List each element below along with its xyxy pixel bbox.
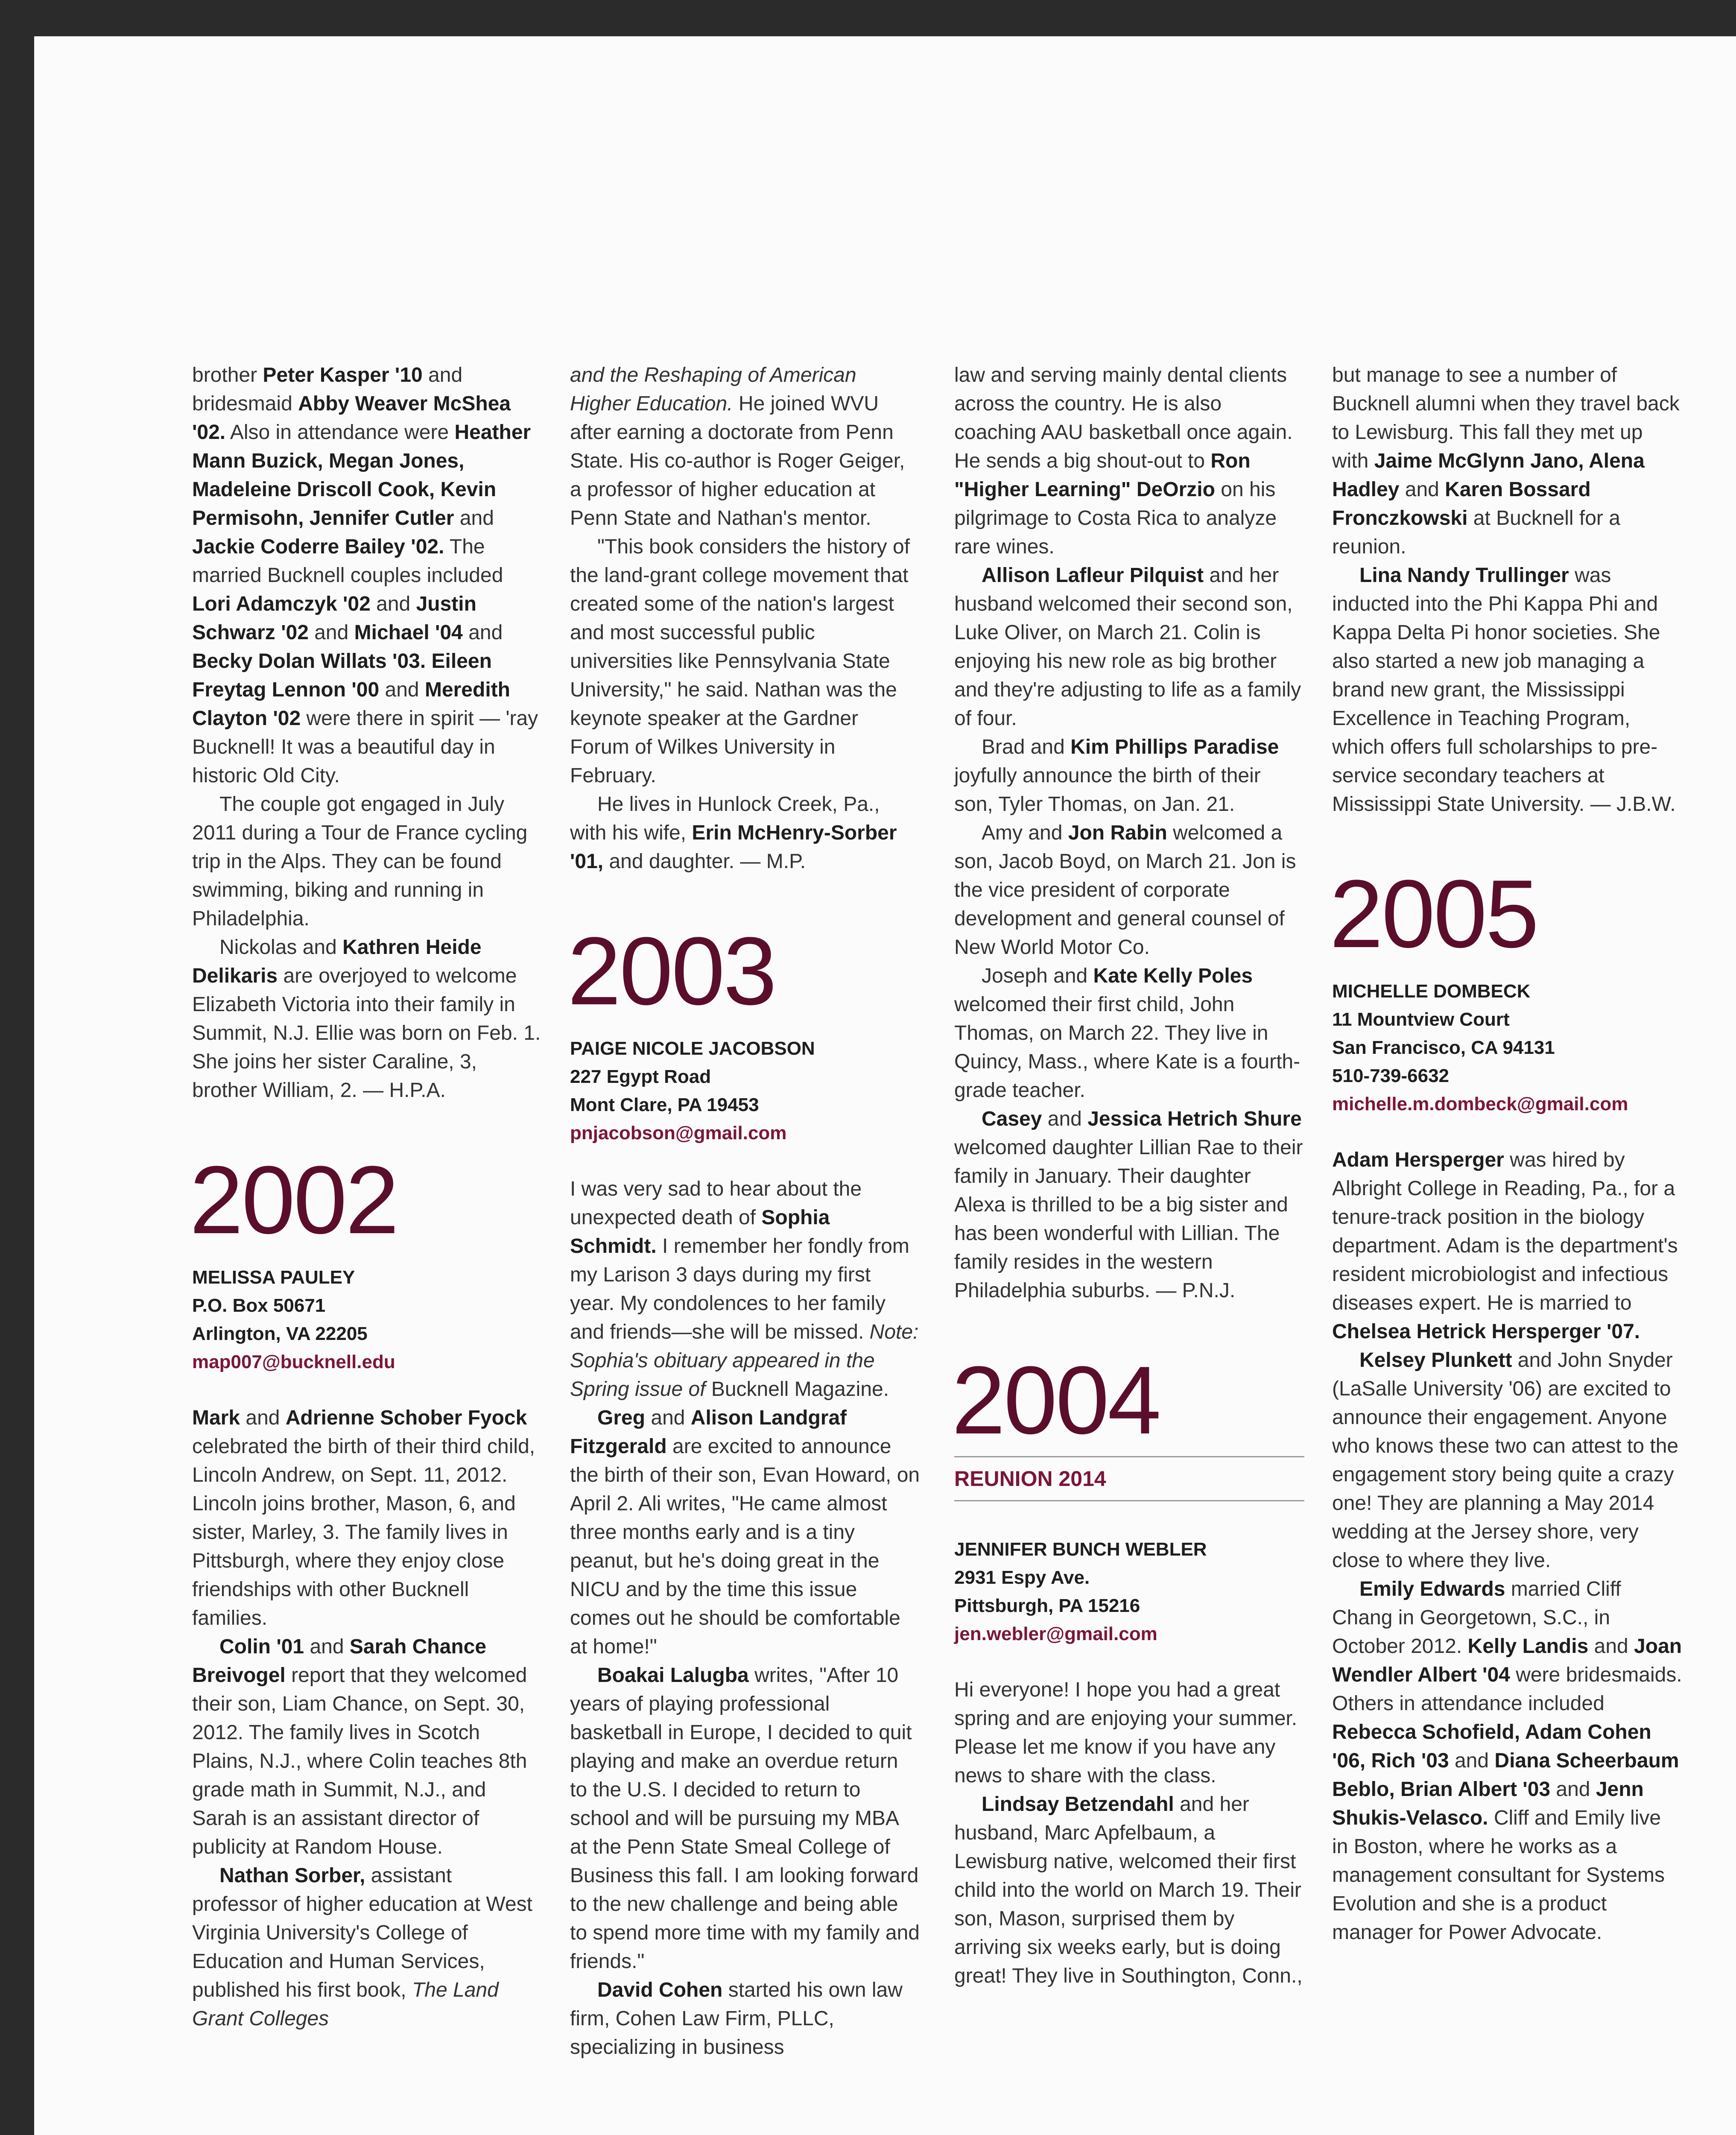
class-year-heading: 2003 [567, 917, 775, 1025]
alumni-name: Chelsea Hetrick Hersperger '07. [1332, 1320, 1640, 1343]
alumni-name: Emily Edwards [1359, 1578, 1505, 1600]
note-text: and John Snyder (LaSalle University '06) are excited to announce their engagement. Anyone who knows these two can attest to the engagement story being quite a crazy one! They are planning a May 2014 wedding at the Jersey shore, very close to where they live. [1332, 1349, 1679, 1572]
class-note [570, 1976, 920, 2062]
reporter-email-link[interactable]: map007@bucknell.edu [192, 1351, 395, 1372]
note-text: writes, "After 10 years of playing professional basketball in Europe, I decided to quit playing and make an overdue return to the U.S. I decided to return to school and will be pursuing my MBA at the Penn State Smeal College of Business this fall. I am looking forward to the new challenge and being able to spend more time with my family and friends." [570, 1664, 920, 1973]
class-note [954, 561, 1304, 733]
alumni-name: Rebecca Schofield, Adam Cohen '06, Rich '03 [1332, 1721, 1651, 1772]
class-note [954, 361, 1304, 561]
note-text: assistant professor of higher education at West Virginia University's College of Education and Human Services, published his first book, [192, 1864, 532, 2001]
note-text: He joined WVU after earning a doctorate from Penn State. His co-author is Roger Geiger, a professor of higher education at Penn State and Nathan's mentor. [570, 392, 905, 529]
reporter-address-line: 2931 Espy Ave. [954, 1567, 1090, 1588]
alumni-name: Alison Landgraf Fitzgerald [570, 1407, 847, 1458]
column-1 [192, 361, 542, 2033]
reporter-email-link[interactable]: jen.webler@gmail.com [954, 1623, 1157, 1644]
note-text: joyfully announce the birth of their son, Tyler Thomas, on Jan. 21. [954, 764, 1261, 816]
reporter-name: JENNIFER BUNCH WEBLER [954, 1539, 1207, 1560]
alumni-name: Nathan Sorber, [219, 1864, 365, 1887]
alumni-name: Erin McHenry-Sorber '01, [570, 822, 897, 873]
note-text: are excited to announce the birth of their son, Evan Howard, on April 2. Ali writes, "He came almost three months early and is a tiny peanut, but he's doing great in the NICU and by the time this issue comes out he should be comfortable at home!" [570, 1435, 920, 1658]
reporter-address-line: P.O. Box 50671 [192, 1295, 326, 1316]
note-text: welcomed a son, Jacob Boyd, on March 21. Jon is the vice president of corporate development and general counsel of New World Motor Co. [954, 822, 1296, 959]
reporter-address-line: Arlington, VA 22205 [192, 1323, 368, 1344]
column-4 [1332, 361, 1682, 1947]
italic-title: The Land Grant Colleges [192, 1979, 499, 2030]
alumni-name: Peter Kasper '10 [263, 364, 423, 386]
reporter-email-link[interactable]: michelle.m.dombeck@gmail.com [1332, 1094, 1628, 1114]
class-note [192, 933, 542, 1105]
alumni-name: Casey [982, 1108, 1042, 1130]
note-text: welcomed their first child, John Thomas, on March 22. They live in Quincy, Mass., where Kate is a fourth-grade teacher. [954, 993, 1301, 1102]
alumni-name: Kelsey Plunkett [1359, 1349, 1512, 1372]
note-text: brother [192, 364, 263, 386]
note-text: and [304, 1635, 350, 1658]
alumni-name: David Cohen [597, 1979, 723, 2001]
note-text: on his pilgrimage to Costa Rica to analyze rare wines. [954, 478, 1277, 558]
reporter-name: PAIGE NICOLE JACOBSON [570, 1038, 815, 1059]
note-text: Cliff and Emily live in Boston, where he works as a management consultant for Systems Evolution and she is a product manager for Power Advocate. [1332, 1807, 1665, 1944]
note-text: Brad and [982, 736, 1071, 758]
alumni-name: Diana Scheerbaum Beblo, Brian Albert '03 [1332, 1749, 1679, 1801]
alumni-name: Lina Nandy Trullinger [1359, 564, 1569, 587]
class-note [192, 790, 542, 933]
alumni-name: Sophia Schmidt. [570, 1206, 830, 1258]
note-text: law and serving mainly dental clients across the country. He is also coaching AAU basketball once again. He sends a big shout-out to [954, 364, 1293, 472]
note-text: and [462, 621, 503, 644]
note-text: and [454, 507, 494, 529]
class-note [192, 1632, 542, 1861]
class-reporter-contact [954, 1535, 1304, 1648]
column-2 [567, 361, 920, 2062]
note-text: I was very sad to hear about the unexpected death of [570, 1178, 862, 1229]
note-text: Joseph and [982, 965, 1093, 987]
reporter-address-line: 227 Egypt Road [570, 1066, 711, 1087]
note-text: Nickolas and [219, 936, 343, 959]
note-text: He lives in Hunlock Creek, Pa., with his wife, [570, 793, 880, 844]
reporter-phone: 510-739-6632 [1332, 1065, 1450, 1086]
alumni-name: Jessica Hetrich Shure [1087, 1108, 1302, 1130]
note-text: and [1588, 1635, 1634, 1658]
note-text: were bridesmaids. Others in attendance included [1332, 1664, 1682, 1715]
note-text: Also in attendance were [225, 421, 455, 444]
class-note [192, 1861, 542, 2033]
class-year-heading: 2002 [190, 1146, 397, 1254]
class-note [570, 1661, 920, 1976]
alumni-name: Justin Schwarz '02 [192, 593, 476, 644]
note-text: started his own law firm, Cohen Law Firm, PLLC, specializing in business [570, 1979, 903, 2059]
note-text: The married Bucknell couples included [192, 535, 503, 587]
alumni-name: Michael '04 [354, 621, 463, 644]
note-text: The couple got engaged in July 2011 during a Tour de France cycling trip in the Alps. They can be found swimming, biking and running in Philadelphia. [192, 793, 528, 930]
class-reporter-contact [570, 1035, 920, 1147]
alumni-name: Boakai Lalugba [597, 1664, 749, 1687]
reporter-address-line: Pittsburgh, PA 15216 [954, 1595, 1140, 1616]
note-text: Amy and [982, 822, 1068, 844]
note-text: and bridesmaid [192, 364, 463, 415]
note-text: and [379, 679, 425, 701]
class-reporter-contact [1332, 977, 1682, 1118]
class-note [570, 1175, 920, 1404]
note-text: was inducted into the Phi Kappa Phi and Kappa Delta Pi honor societies. She also started a new job managing a brand new grant, the Mississippi Excellence in Teaching Program, which offers full scholarships to pre-service secondary teachers at Mississippi State University. — J.B.W. [1332, 564, 1676, 816]
note-text: married Cliff Chang in Georgetown, S.C., in October 2012. [1332, 1578, 1621, 1658]
reporter-address-line: San Francisco, CA 94131 [1332, 1037, 1555, 1058]
class-year-heading: 2005 [1330, 860, 1537, 968]
class-note [1332, 561, 1682, 819]
alumni-name: Jaime McGlynn Jano, Alena Hadley [1332, 450, 1645, 501]
note-text: I remember her fondly from my Larison 3 days during my first year. My condolences to her family and friends—she will be missed. [570, 1235, 909, 1343]
alumni-name: Adam Hersperger [1332, 1149, 1504, 1171]
alumni-name: Jon Rabin [1068, 822, 1167, 844]
alumni-name: Sarah Chance Breivogel [192, 1635, 487, 1687]
note-text: are overjoyed to welcome Elizabeth Victoria into their family in Summit, N.J. Ellie was born on Feb. 1. She joins her sister Caraline, 3, brother William, 2. — H.P.A. [192, 965, 541, 1102]
class-note [954, 1790, 1304, 1990]
reporter-address-line: Mont Clare, PA 19453 [570, 1094, 759, 1115]
alumni-name: Jackie Coderre Bailey '02. [192, 535, 444, 558]
note-text: "This book considers the history of the land-grant college movement that created some of the nation's largest and most successful public universities like Pennsylvania State University," he said. Nathan was the keynote speaker at the Gardner Forum of Wilkes University in February. [570, 535, 910, 787]
alumni-name: Ron "Higher Learning" DeOrzio [954, 450, 1251, 501]
note-text: at Bucknell for a reunion. [1332, 507, 1620, 558]
note-text: and [308, 621, 354, 644]
note-text: welcomed daughter Lillian Rae to their family in January. Their daughter Alexa is thrilled to be a big sister and has been wonderful with Lillian. The family resides in the western Philadelphia suburbs. — P.N.J. [954, 1136, 1303, 1302]
class-reporter-contact [192, 1263, 542, 1376]
note-text: and [645, 1407, 691, 1429]
class-note [192, 361, 542, 790]
alumni-name: Becky Dolan Willats '03. Eileen Freytag Lennon '00 [192, 650, 492, 701]
note-text: report that they welcomed their son, Liam Chance, on Sept. 30, 2012. The family lives in Scotch Plains, N.J., where Colin teaches 8th grade math in Summit, N.J., and Sarah is an assistant director of publicity at Random House. [192, 1664, 527, 1858]
class-note [1332, 1146, 1682, 1346]
note-text: were there in spirit — 'ray Bucknell! It was a beautiful day in historic Old City. [192, 707, 538, 787]
reporter-address-line: 11 Mountview Court [1332, 1009, 1510, 1030]
note-text: and [240, 1407, 286, 1429]
alumni-name: Abby Weaver McShea '02. [192, 392, 511, 444]
magazine-page [34, 36, 1736, 2135]
italic-title: and the Reshaping of American Higher Education. [570, 364, 856, 415]
alumni-name: Meredith Clayton '02 [192, 679, 510, 730]
italic-title: Note: Sophia's obituary appeared in the Spring issue of [570, 1321, 919, 1401]
note-text: and [1550, 1778, 1596, 1801]
class-note [1332, 361, 1682, 561]
alumni-name: Karen Bossard Fronczkowski [1332, 478, 1591, 529]
alumni-name: Allison Lafleur Pilquist [982, 564, 1204, 587]
alumni-name: Lindsay Betzendahl [982, 1793, 1174, 1816]
note-text: but manage to see a number of Bucknell alumni when they travel back to Lewisburg. This fall they met up with [1332, 364, 1680, 472]
note-text: Hi everyone! I hope you had a great spring and are enjoying your summer. Please let me know if you have any news to share with the class. [954, 1679, 1298, 1787]
class-note [954, 1105, 1304, 1305]
alumni-name: Colin '01 [219, 1635, 304, 1658]
class-note [954, 733, 1304, 819]
alumni-name: Jenn Shukis-Velasco. [1332, 1778, 1644, 1829]
alumni-name: Joan Wendler Albert '04 [1332, 1635, 1682, 1686]
class-note [570, 361, 920, 532]
class-year-heading: 2004 [952, 1346, 1160, 1454]
alumni-name: Lori Adamczyk '02 [192, 593, 371, 615]
class-note [570, 790, 920, 876]
note-text: and [1042, 1108, 1088, 1130]
class-note [954, 962, 1304, 1105]
class-note [954, 819, 1304, 962]
class-note [570, 532, 920, 790]
alumni-name: Mark [192, 1407, 240, 1429]
note-text: celebrated the birth of their third child, Lincoln Andrew, on Sept. 11, 2012. Lincoln joins brother, Mason, 6, and sister, Marley, 3. The family lives in Pittsburgh, where they enjoy close friendships with other Bucknell families. [192, 1435, 535, 1629]
reporter-email-link[interactable]: pnjacobson@gmail.com [570, 1123, 787, 1144]
note-text: was hired by Albright College in Reading, Pa., for a tenure-track position in the biology department. Adam is the department's resident microbiologist and infectious diseases expert. He is married to [1332, 1149, 1678, 1314]
class-note [1332, 1575, 1682, 1947]
class-note [1332, 1346, 1682, 1575]
column-3 [954, 361, 1304, 1990]
note-text: and daughter. — M.P. [603, 850, 806, 873]
class-note [954, 1676, 1304, 1790]
note-text: and [370, 593, 416, 615]
note-text: and her husband, Marc Apfelbaum, a Lewisburg native, welcomed their first child into the world on March 19. Their son, Mason, surprised them by arriving six weeks early, but is doing great! They live in Southington, Conn., [954, 1793, 1303, 1987]
class-note [570, 1404, 920, 1661]
reporter-name: MELISSA PAULEY [192, 1267, 355, 1288]
reunion-banner: REUNION 2014 [954, 1456, 1304, 1501]
alumni-name: Greg [597, 1407, 646, 1429]
alumni-name: Heather Mann Buzick, Megan Jones, Madeleine Driscoll Cook, Kevin Permisohn, Jennifer Cutler [192, 421, 531, 529]
alumni-name: Kelly Landis [1467, 1635, 1589, 1658]
alumni-name: Kim Phillips Paradise [1070, 736, 1279, 758]
class-note [192, 1404, 542, 1632]
reporter-name: MICHELLE DOMBECK [1332, 981, 1531, 1002]
note-text: and [1399, 478, 1445, 501]
alumni-name: Adrienne Schober Fyock [285, 1407, 527, 1429]
note-text: and [1449, 1749, 1495, 1772]
note-text: Bucknell Magazine. [711, 1378, 889, 1401]
note-text: and her husband welcomed their second son, Luke Oliver, on March 21. Colin is enjoying his new role as big brother and they're adjusting to life as a family of four. [954, 564, 1301, 730]
alumni-name: Kate Kelly Poles [1093, 965, 1253, 987]
alumni-name: Kathren Heide Delikaris [192, 936, 482, 987]
